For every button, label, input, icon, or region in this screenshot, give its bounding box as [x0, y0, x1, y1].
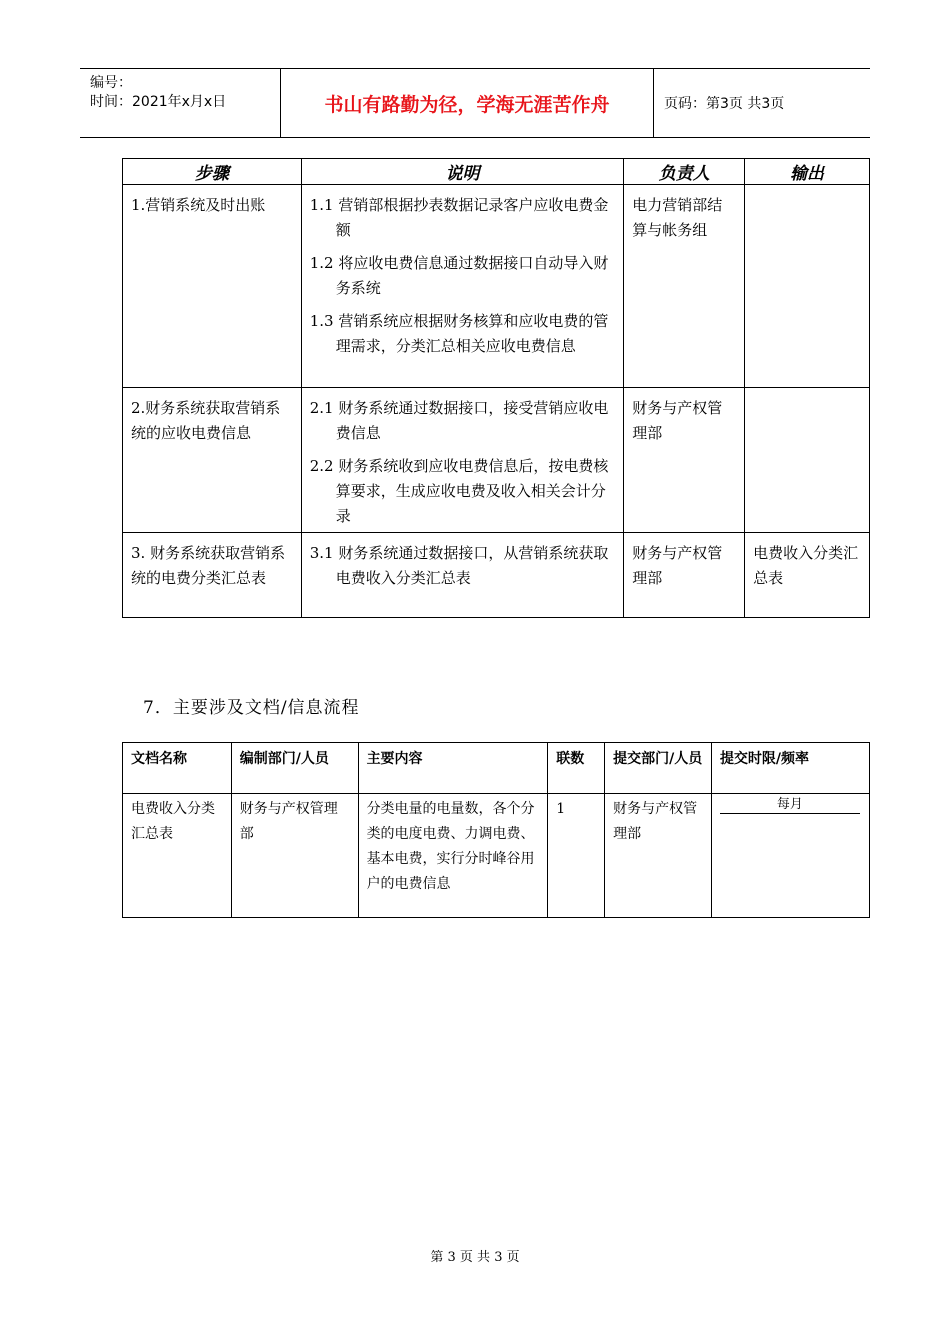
desc-item: 1.1 营销部根据抄表数据记录客户应收电费金额: [309, 196, 609, 239]
page-code: 页码：第3页 共3页: [664, 96, 785, 112]
time-label: 时间：2021年x月x日: [90, 94, 227, 110]
table-row: [123, 388, 870, 533]
frequency-cell: [711, 794, 869, 918]
step-cell: 1.营销系统及时出账: [123, 185, 302, 388]
documents-table: [122, 742, 870, 918]
header-doc-name: 文档名称: [123, 743, 232, 794]
content-cell: 分类电量的电量数，各个分类的电度电费、力调电费、基本电费，实行分时峰谷用户的电费信息: [358, 794, 548, 918]
header-owner: 负责人: [624, 159, 745, 185]
header-output: 输出: [745, 159, 870, 185]
output-cell: [745, 388, 870, 533]
desc-cell: [301, 185, 624, 388]
header-submit-dept: 提交部门/人员: [605, 743, 712, 794]
output-cell: 电费收入分类汇总表: [745, 533, 870, 618]
page-header: [80, 68, 870, 138]
desc-item: 1.2 将应收电费信息通过数据接口自动导入财务系统: [309, 254, 609, 297]
header-info: [80, 69, 281, 137]
header-dept: 编制部门/人员: [231, 743, 358, 794]
desc-cell: [301, 388, 624, 533]
desc-item: 1.3 营销系统应根据财务核算和应收电费的管理需求，分类汇总相关应收电费信息: [309, 312, 609, 355]
header-copies: 联数: [548, 743, 605, 794]
desc-cell: [301, 533, 624, 618]
section-title: 7．主要涉及文档/信息流程: [143, 698, 360, 718]
doc-name-cell: 电费收入分类汇总表: [123, 794, 232, 918]
header-desc: 说明: [301, 159, 624, 185]
output-cell: [745, 185, 870, 388]
desc-item: 3.1 财务系统通过数据接口，从营销系统获取电费收入分类汇总表: [309, 544, 609, 587]
desc-item: 2.1 财务系统通过数据接口，接受营销应收电费信息: [309, 399, 609, 442]
owner-cell: 电力营销部结算与帐务组: [624, 185, 745, 388]
header-step: 步骤: [123, 159, 302, 185]
steps-header-row: [123, 159, 870, 185]
header-frequency: 提交时限/频率: [711, 743, 869, 794]
header-motto: 书山有路勤为径，学海无涯苦作舟: [281, 69, 654, 137]
page-footer: 第 3 页 共 3 页: [430, 1250, 520, 1265]
submit-dept-cell: 财务与产权管理部: [605, 794, 712, 918]
step-cell: 3. 财务系统获取营销系统的电费分类汇总表: [123, 533, 302, 618]
steps-table: [122, 158, 870, 618]
documents-header-row: [123, 743, 870, 794]
frequency-value: 每月: [720, 797, 860, 814]
step-cell: 2.财务系统获取营销系统的应收电费信息: [123, 388, 302, 533]
table-row: [123, 794, 870, 918]
header-content: 主要内容: [358, 743, 548, 794]
desc-item: 2.2 财务系统收到应收电费信息后，按电费核算要求，生成应收电费及收入相关会计分录: [309, 457, 609, 525]
owner-cell: 财务与产权管理部: [624, 388, 745, 533]
dept-cell: 财务与产权管理部: [231, 794, 358, 918]
number-label: 编号：: [90, 75, 132, 91]
owner-cell: 财务与产权管理部: [624, 533, 745, 618]
copies-cell: 1: [548, 794, 605, 918]
table-row: [123, 533, 870, 618]
table-row: [123, 185, 870, 388]
